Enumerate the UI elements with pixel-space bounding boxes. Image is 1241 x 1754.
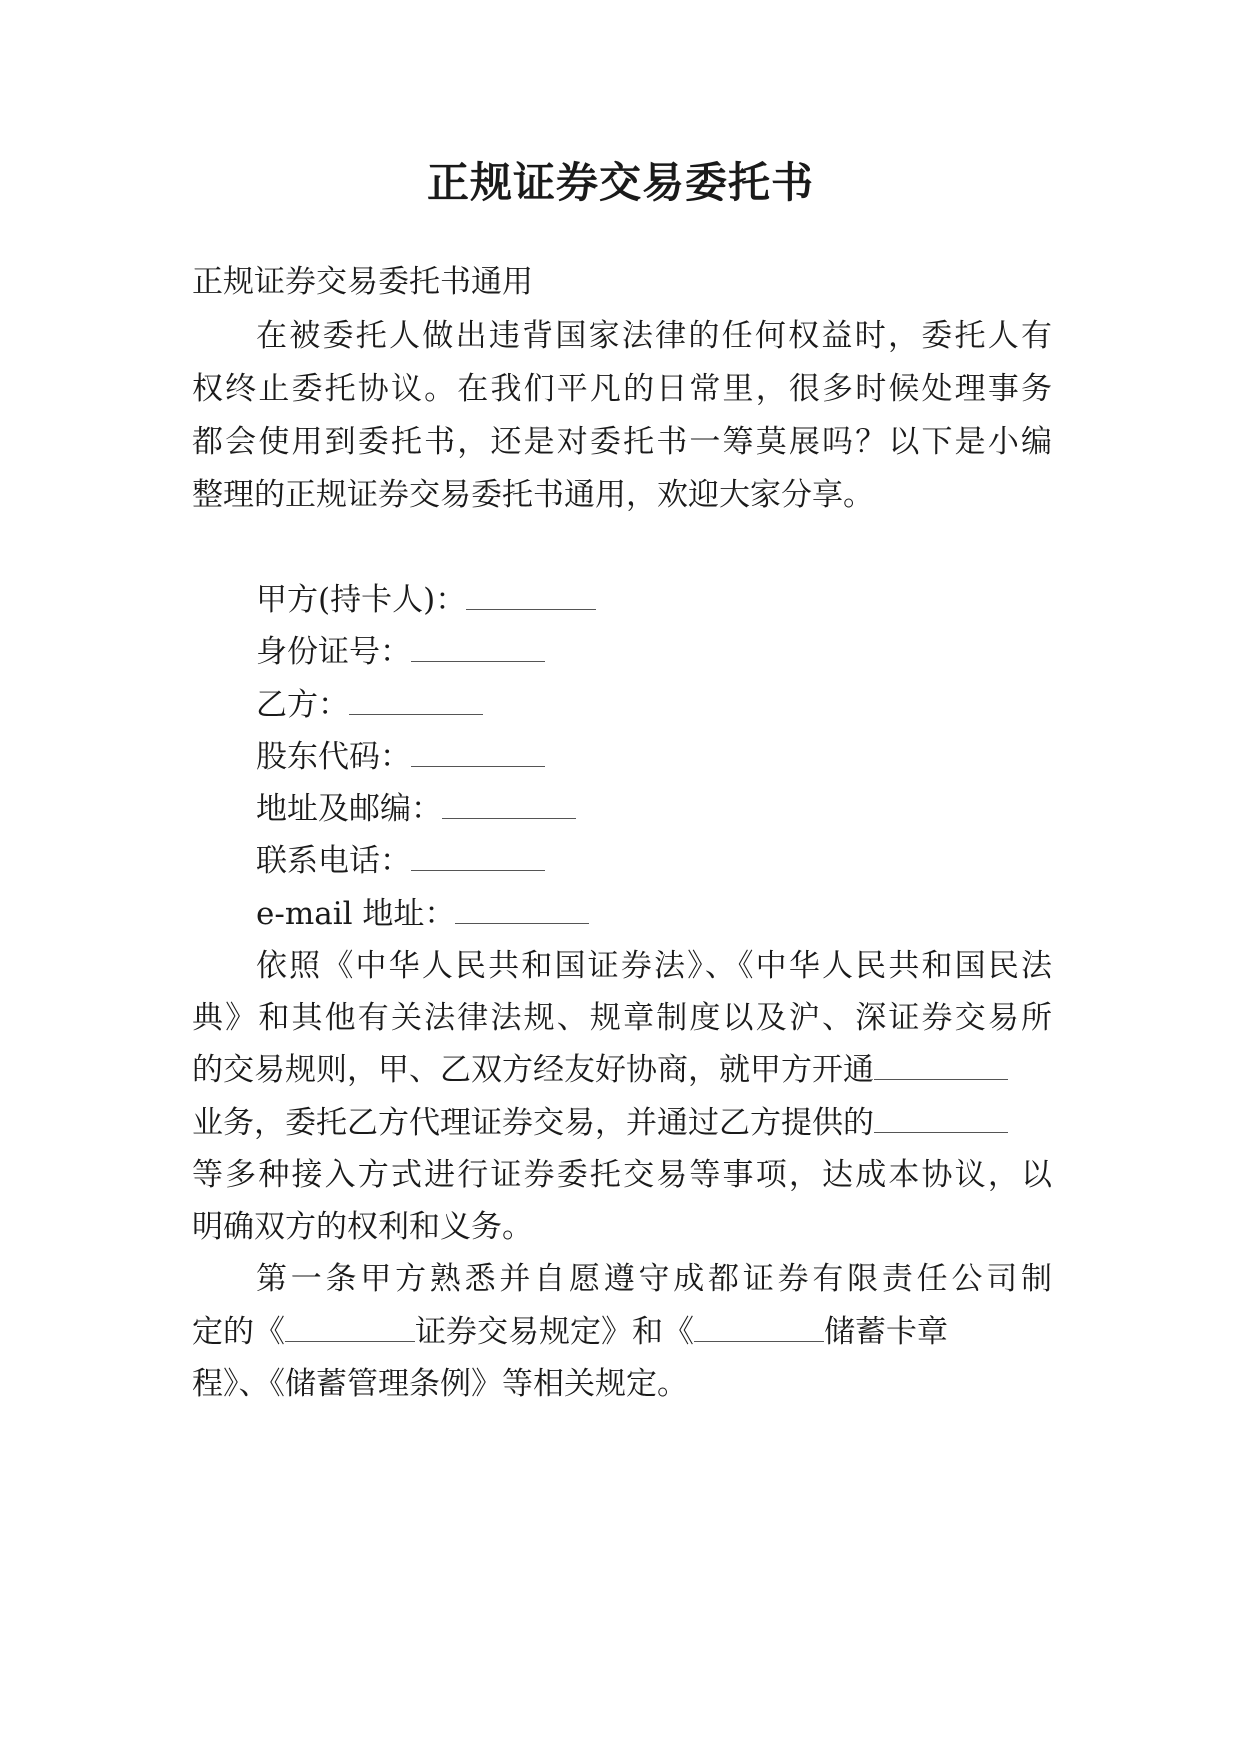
- field-label: 乙方：: [256, 687, 349, 723]
- field-party-a: [256, 580, 596, 620]
- field-label: 联系电话：: [256, 843, 411, 879]
- document-subtitle: 正规证券交易委托书通用: [192, 264, 533, 300]
- para3-line-2: [192, 1312, 948, 1352]
- field-email: [256, 894, 589, 934]
- field-phone: [256, 841, 545, 881]
- para2-line-3: [192, 1050, 1008, 1090]
- fill-blank: [874, 1105, 1008, 1133]
- fill-blank: [694, 1314, 824, 1342]
- field-label: e-mail 地址：: [256, 896, 456, 932]
- field-address-postcode: [256, 789, 576, 829]
- field-shareholder-code: [256, 737, 545, 777]
- para3-line-1: 第一条甲方熟悉并自愿遵守成都证券有限责任公司制: [256, 1261, 1052, 1297]
- field-label: 地址及邮编：: [256, 791, 442, 827]
- intro-line-1: 在被委托人做出违背国家法律的任何权益时，委托人有: [256, 318, 1052, 354]
- fill-blank: [349, 687, 483, 715]
- para3-text-c: 储蓄卡章: [824, 1314, 948, 1350]
- para2-line-3-text: 的交易规则，甲、乙双方经友好协商，就甲方开通: [192, 1052, 874, 1088]
- field-label: 股东代码：: [256, 739, 411, 775]
- para2-line-2: 典》和其他有关法律法规、规章制度以及沪、深证券交易所: [192, 1000, 1052, 1036]
- para3-line-3: 程》、《储蓄管理条例》等相关规定。: [192, 1366, 688, 1402]
- para3-text-b: 证券交易规定》和《: [415, 1314, 694, 1350]
- intro-line-4: 整理的正规证券交易委托书通用，欢迎大家分享。: [192, 477, 874, 513]
- fill-blank: [411, 739, 545, 767]
- para2-line-6: 明确双方的权利和义务。: [192, 1209, 533, 1245]
- document-title: 正规证券交易委托书: [426, 158, 814, 207]
- para2-line-4: [192, 1103, 1008, 1143]
- field-label: 甲方(持卡人)：: [256, 582, 467, 618]
- fill-blank: [411, 843, 545, 871]
- para3-text-a: 定的《: [192, 1314, 285, 1350]
- fill-blank: [455, 896, 589, 924]
- intro-line-3: 都会使用到委托书，还是对委托书一筹莫展吗？以下是小编: [192, 424, 1052, 460]
- intro-line-2: 权终止委托协议。在我们平凡的日常里，很多时候处理事务: [192, 371, 1052, 407]
- fill-blank: [466, 582, 596, 610]
- para2-line-1: 依照《中华人民共和国证券法》、《中华人民共和国民法: [256, 948, 1052, 984]
- fill-blank: [442, 791, 576, 819]
- field-party-b: [256, 685, 483, 725]
- field-id-number: [256, 632, 545, 672]
- fill-blank: [285, 1314, 415, 1342]
- para2-line-4-text: 业务，委托乙方代理证券交易，并通过乙方提供的: [192, 1105, 874, 1141]
- fill-blank: [874, 1052, 1008, 1080]
- fill-blank: [411, 634, 545, 662]
- para2-line-5: 等多种接入方式进行证券委托交易等事项，达成本协议，以: [192, 1157, 1052, 1193]
- field-label: 身份证号：: [256, 634, 411, 670]
